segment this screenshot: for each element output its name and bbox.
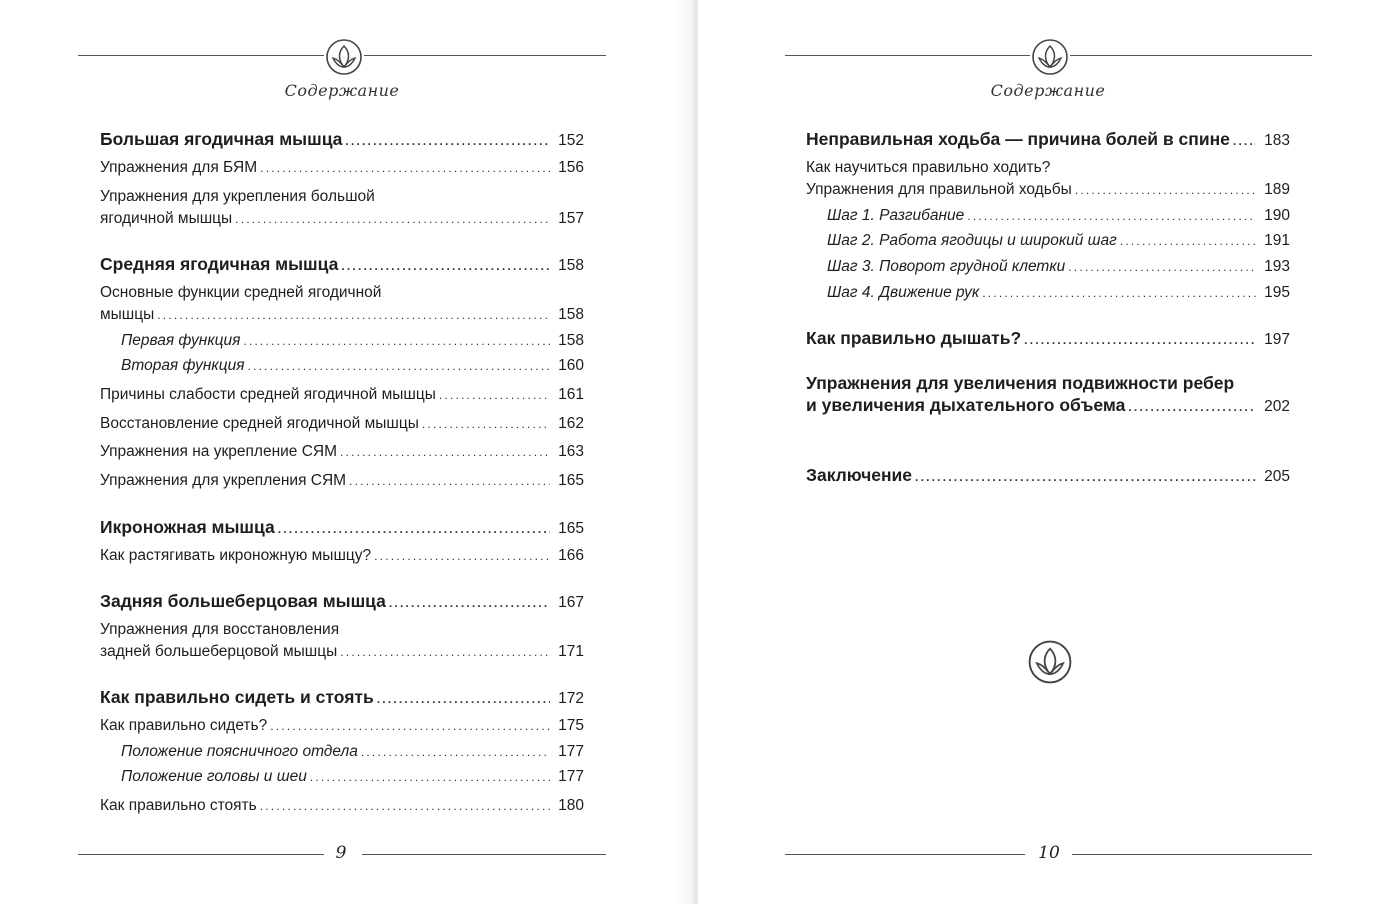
- dot-leader: [1024, 329, 1256, 351]
- toc-entry-title: Большая ягодичная мышца: [100, 129, 343, 149]
- footer-rule: [362, 854, 606, 855]
- toc-entry-title: Восстановление средней ягодичной мышцы: [100, 415, 419, 432]
- toc-entry: [100, 186, 584, 230]
- toc-page-number: 161: [558, 386, 584, 403]
- toc-page-number: 197: [1264, 331, 1290, 348]
- toc-entry: [806, 256, 1290, 278]
- dot-leader: [310, 766, 550, 788]
- toc-entry-title: Упражнения для БЯМ: [100, 159, 258, 176]
- toc-entry: [100, 253, 584, 277]
- toc-page-number: 158: [558, 332, 584, 349]
- toc-entry: [100, 715, 584, 737]
- toc-page-number: 152: [558, 132, 584, 149]
- toc-page-number: 171: [558, 643, 584, 660]
- toc-page-number: 166: [558, 547, 584, 564]
- toc-page-number: 205: [1264, 468, 1290, 485]
- toc-entry: [100, 157, 584, 179]
- toc-entry: [806, 372, 1290, 418]
- toc-entry-title-line: Как научиться правильно ходить?: [806, 159, 1051, 176]
- toc-entry: [806, 230, 1290, 252]
- dot-leader: [422, 413, 550, 435]
- dot-leader: [260, 157, 550, 179]
- toc-entry-title: Икроножная мышца: [100, 517, 275, 537]
- toc-entry-title: Упражнения на укрепление СЯМ: [100, 443, 338, 460]
- lotus-icon: [1030, 37, 1070, 77]
- dot-leader: [389, 592, 550, 614]
- toc-entry-title: Как растягивать икроножную мышцу?: [100, 547, 372, 564]
- toc-page-number: 189: [1264, 181, 1290, 198]
- dot-leader: [340, 641, 550, 663]
- toc-page-number: 172: [558, 690, 584, 707]
- toc-page-number: 175: [558, 717, 584, 734]
- dot-leader: [374, 545, 550, 567]
- toc-page-number: 158: [558, 306, 584, 323]
- toc-entry: [100, 619, 584, 663]
- toc-entry-title: Задняя большеберцовая мышца: [100, 591, 386, 611]
- toc-entry: [100, 384, 584, 406]
- footer-rule: [78, 854, 324, 855]
- toc-page-number: 156: [558, 159, 584, 176]
- toc-page-number: 180: [558, 797, 584, 814]
- dot-leader: [1233, 130, 1256, 152]
- toc-entry-title: задней большеберцовой мышцы: [100, 643, 338, 660]
- toc-page-number: 177: [558, 743, 584, 760]
- dot-leader: [377, 688, 550, 710]
- toc-entry-title: Шаг 4. Движение рук: [827, 284, 980, 301]
- left-page: [0, 0, 692, 904]
- lotus-icon: [324, 37, 364, 77]
- dot-leader: [243, 330, 550, 352]
- toc-entry: [100, 470, 584, 492]
- dot-leader: [1128, 396, 1256, 418]
- toc-entry-title-line: Упражнения для увеличения подвижности ребер: [806, 373, 1235, 393]
- toc-entry: [806, 205, 1290, 227]
- toc-page-number: 190: [1264, 207, 1290, 224]
- toc-entry-title-line: Упражнения для укрепления большой: [100, 188, 375, 205]
- running-head: Содержание: [284, 81, 400, 100]
- toc-entry-title: мышцы: [100, 306, 155, 323]
- toc-entry-title: Вторая функция: [121, 357, 245, 374]
- toc-page-number: 202: [1264, 398, 1290, 415]
- toc-entry: [100, 795, 584, 817]
- toc-entry: [806, 282, 1290, 304]
- toc-entry-title: Как правильно стоять: [100, 797, 257, 814]
- dot-leader: [157, 304, 550, 326]
- dot-leader: [1120, 230, 1256, 252]
- toc-entry-title: и увеличения дыхательного объема: [806, 395, 1126, 415]
- toc-page-number: 183: [1264, 132, 1290, 149]
- toc-entry-title: Положение поясничного отдела: [121, 743, 358, 760]
- page-number: 9: [335, 843, 347, 863]
- toc-entry: [100, 282, 584, 326]
- dot-leader: [278, 518, 550, 540]
- toc-entry-title: Шаг 3. Поворот грудной клетки: [827, 258, 1066, 275]
- toc-page-number: 193: [1264, 258, 1290, 275]
- right-page: [698, 0, 1394, 904]
- dot-leader: [915, 466, 1256, 488]
- toc-page-number: 195: [1264, 284, 1290, 301]
- dot-leader: [361, 741, 550, 763]
- toc-entry-title: Неправильная ходьба — причина болей в спине: [806, 129, 1230, 149]
- toc-entry-title-line: Упражнения для восстановления: [100, 621, 340, 638]
- toc-entry-title: Заключение: [806, 465, 913, 485]
- dot-leader: [1068, 256, 1256, 278]
- toc-page-number: 157: [558, 210, 584, 227]
- toc-page-number: 177: [558, 768, 584, 785]
- toc-entry-title: Упражнения для правильной ходьбы: [806, 181, 1072, 198]
- dot-leader: [270, 715, 550, 737]
- dot-leader: [1075, 179, 1256, 201]
- toc-entry-title-line: Основные функции средней ягодичной: [100, 284, 382, 301]
- toc-entry: [100, 413, 584, 435]
- toc-entry: [100, 516, 584, 540]
- toc-page-number: 158: [558, 257, 584, 274]
- dot-leader: [260, 795, 550, 817]
- dot-leader: [248, 355, 551, 377]
- dot-leader: [345, 130, 550, 152]
- toc-entry-title: Положение головы и шеи: [121, 768, 307, 785]
- toc-entry: [806, 157, 1290, 201]
- toc-page-number: 167: [558, 594, 584, 611]
- dot-leader: [235, 208, 550, 230]
- toc-entry-title: Средняя ягодичная мышца: [100, 254, 339, 274]
- toc-entry: [806, 464, 1290, 488]
- toc-page-number: 160: [558, 357, 584, 374]
- toc-page-number: 191: [1264, 232, 1290, 249]
- lotus-icon: [1026, 638, 1074, 686]
- page-number: 10: [1038, 843, 1060, 863]
- toc-page-number: 165: [558, 472, 584, 489]
- footer-rule: [785, 854, 1025, 855]
- dot-leader: [439, 384, 550, 406]
- running-head: Содержание: [990, 81, 1106, 100]
- dot-leader: [982, 282, 1256, 304]
- footer-rule: [1072, 854, 1312, 855]
- toc-entry-title: Шаг 1. Разгибание: [827, 207, 965, 224]
- dot-leader: [967, 205, 1256, 227]
- dot-leader: [341, 255, 550, 277]
- toc-entry-title: Упражнения для укрепления СЯМ: [100, 472, 347, 489]
- toc-entry-title: Как правильно сидеть?: [100, 717, 268, 734]
- toc-page-number: 165: [558, 520, 584, 537]
- toc-entry-title: Как правильно сидеть и стоять: [100, 687, 374, 707]
- toc-entry-title: Как правильно дышать?: [806, 328, 1022, 348]
- toc-entry: [100, 766, 584, 788]
- toc-entry: [806, 327, 1290, 351]
- toc-entry-title: ягодичной мышцы: [100, 210, 233, 227]
- toc-entry: [100, 590, 584, 614]
- toc-entry: [100, 686, 584, 710]
- toc-entry-title: Шаг 2. Работа ягодицы и широкий шаг: [827, 232, 1117, 249]
- toc-page-number: 163: [558, 443, 584, 460]
- toc-entry: [100, 545, 584, 567]
- toc-entry: [100, 128, 584, 152]
- toc-entry: [100, 741, 584, 763]
- dot-leader: [340, 441, 550, 463]
- dot-leader: [349, 470, 550, 492]
- toc-entry: [100, 330, 584, 352]
- toc-page-number: 162: [558, 415, 584, 432]
- toc-entry: [100, 441, 584, 463]
- toc-entry-title: Причины слабости средней ягодичной мышцы: [100, 386, 436, 403]
- toc-entry-title: Первая функция: [121, 332, 241, 349]
- toc-entry: [100, 355, 584, 377]
- toc-entry: [806, 128, 1290, 152]
